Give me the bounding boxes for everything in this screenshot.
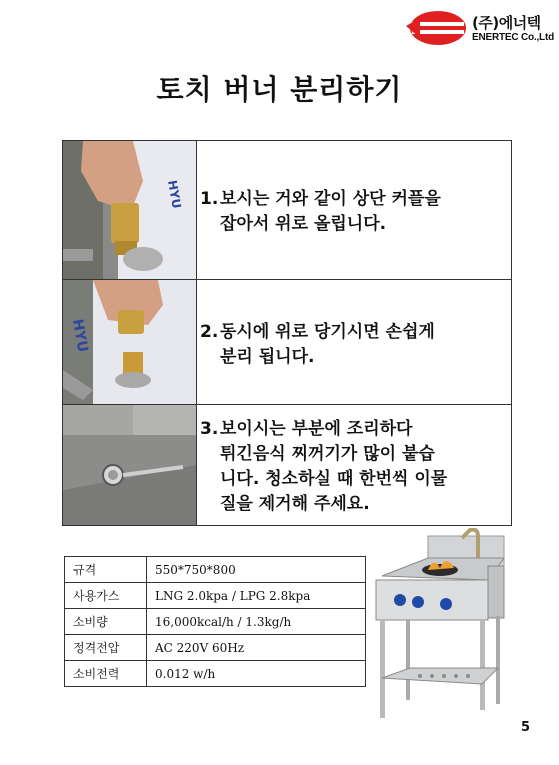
spec-key: 규격	[65, 557, 147, 583]
product-photo	[370, 528, 510, 723]
svg-text:HYU: HYU	[69, 317, 91, 354]
step-2-photo	[63, 280, 197, 404]
table-row	[65, 635, 366, 661]
spec-value: 16,000kcal/h / 1.3kg/h	[147, 609, 366, 635]
step-3-line-2: 튀긴음식 찌꺼기가 많이 붙습	[220, 444, 435, 464]
spec-value: 0.012 w/h	[147, 661, 366, 687]
spec-value: 550*750*800	[147, 557, 366, 583]
enertec-logo-icon	[406, 8, 470, 48]
step-1-line-1: 보시는 거와 같이 상단 커플을	[220, 189, 441, 209]
step-2-number: 2.	[200, 322, 219, 342]
spec-value: AC 220V 60Hz	[147, 635, 366, 661]
step-2-line-1: 동시에 위로 당기시면 손쉽게	[220, 322, 435, 342]
step-row-1	[63, 141, 511, 280]
table-row	[65, 609, 366, 635]
step-2-text	[200, 320, 503, 370]
step-3-line-3: 니다. 청소하실 때 한번씩 이물	[220, 469, 448, 489]
table-row	[65, 583, 366, 609]
step-2-line-2: 분리 됩니다.	[220, 347, 315, 367]
spec-key: 사용가스	[65, 583, 147, 609]
svg-text:HYU: HYU	[165, 179, 184, 210]
step-3-line-4: 질을 제거해 주세요.	[220, 494, 370, 514]
step-1-number: 1.	[200, 189, 219, 209]
company-name: (주)에너텍	[472, 14, 541, 32]
step-3-text	[200, 417, 503, 517]
step-3-line-1: 보이시는 부분에 조리하다	[220, 419, 413, 439]
spec-value: LNG 2.0kpa / LPG 2.8kpa	[147, 583, 366, 609]
spec-key: 소비전력	[65, 661, 147, 687]
table-row	[65, 557, 366, 583]
page-number: 5	[521, 720, 531, 735]
step-row-2	[63, 280, 511, 405]
step-3-photo	[63, 405, 197, 525]
step-1-photo	[63, 141, 197, 279]
table-row	[65, 661, 366, 687]
steps-table	[62, 140, 512, 526]
company-subtitle: ENERTEC Co.,Ltd	[472, 32, 554, 43]
step-row-3	[63, 405, 511, 525]
spec-table	[64, 556, 366, 687]
company-logo	[406, 8, 559, 48]
step-1-text	[200, 187, 503, 237]
spec-key: 소비량	[65, 609, 147, 635]
spec-key: 정격전압	[65, 635, 147, 661]
step-1-line-2: 잡아서 위로 올립니다.	[220, 214, 387, 234]
page-title: 토치 버너 분리하기	[156, 73, 403, 106]
step-3-number: 3.	[200, 419, 219, 439]
